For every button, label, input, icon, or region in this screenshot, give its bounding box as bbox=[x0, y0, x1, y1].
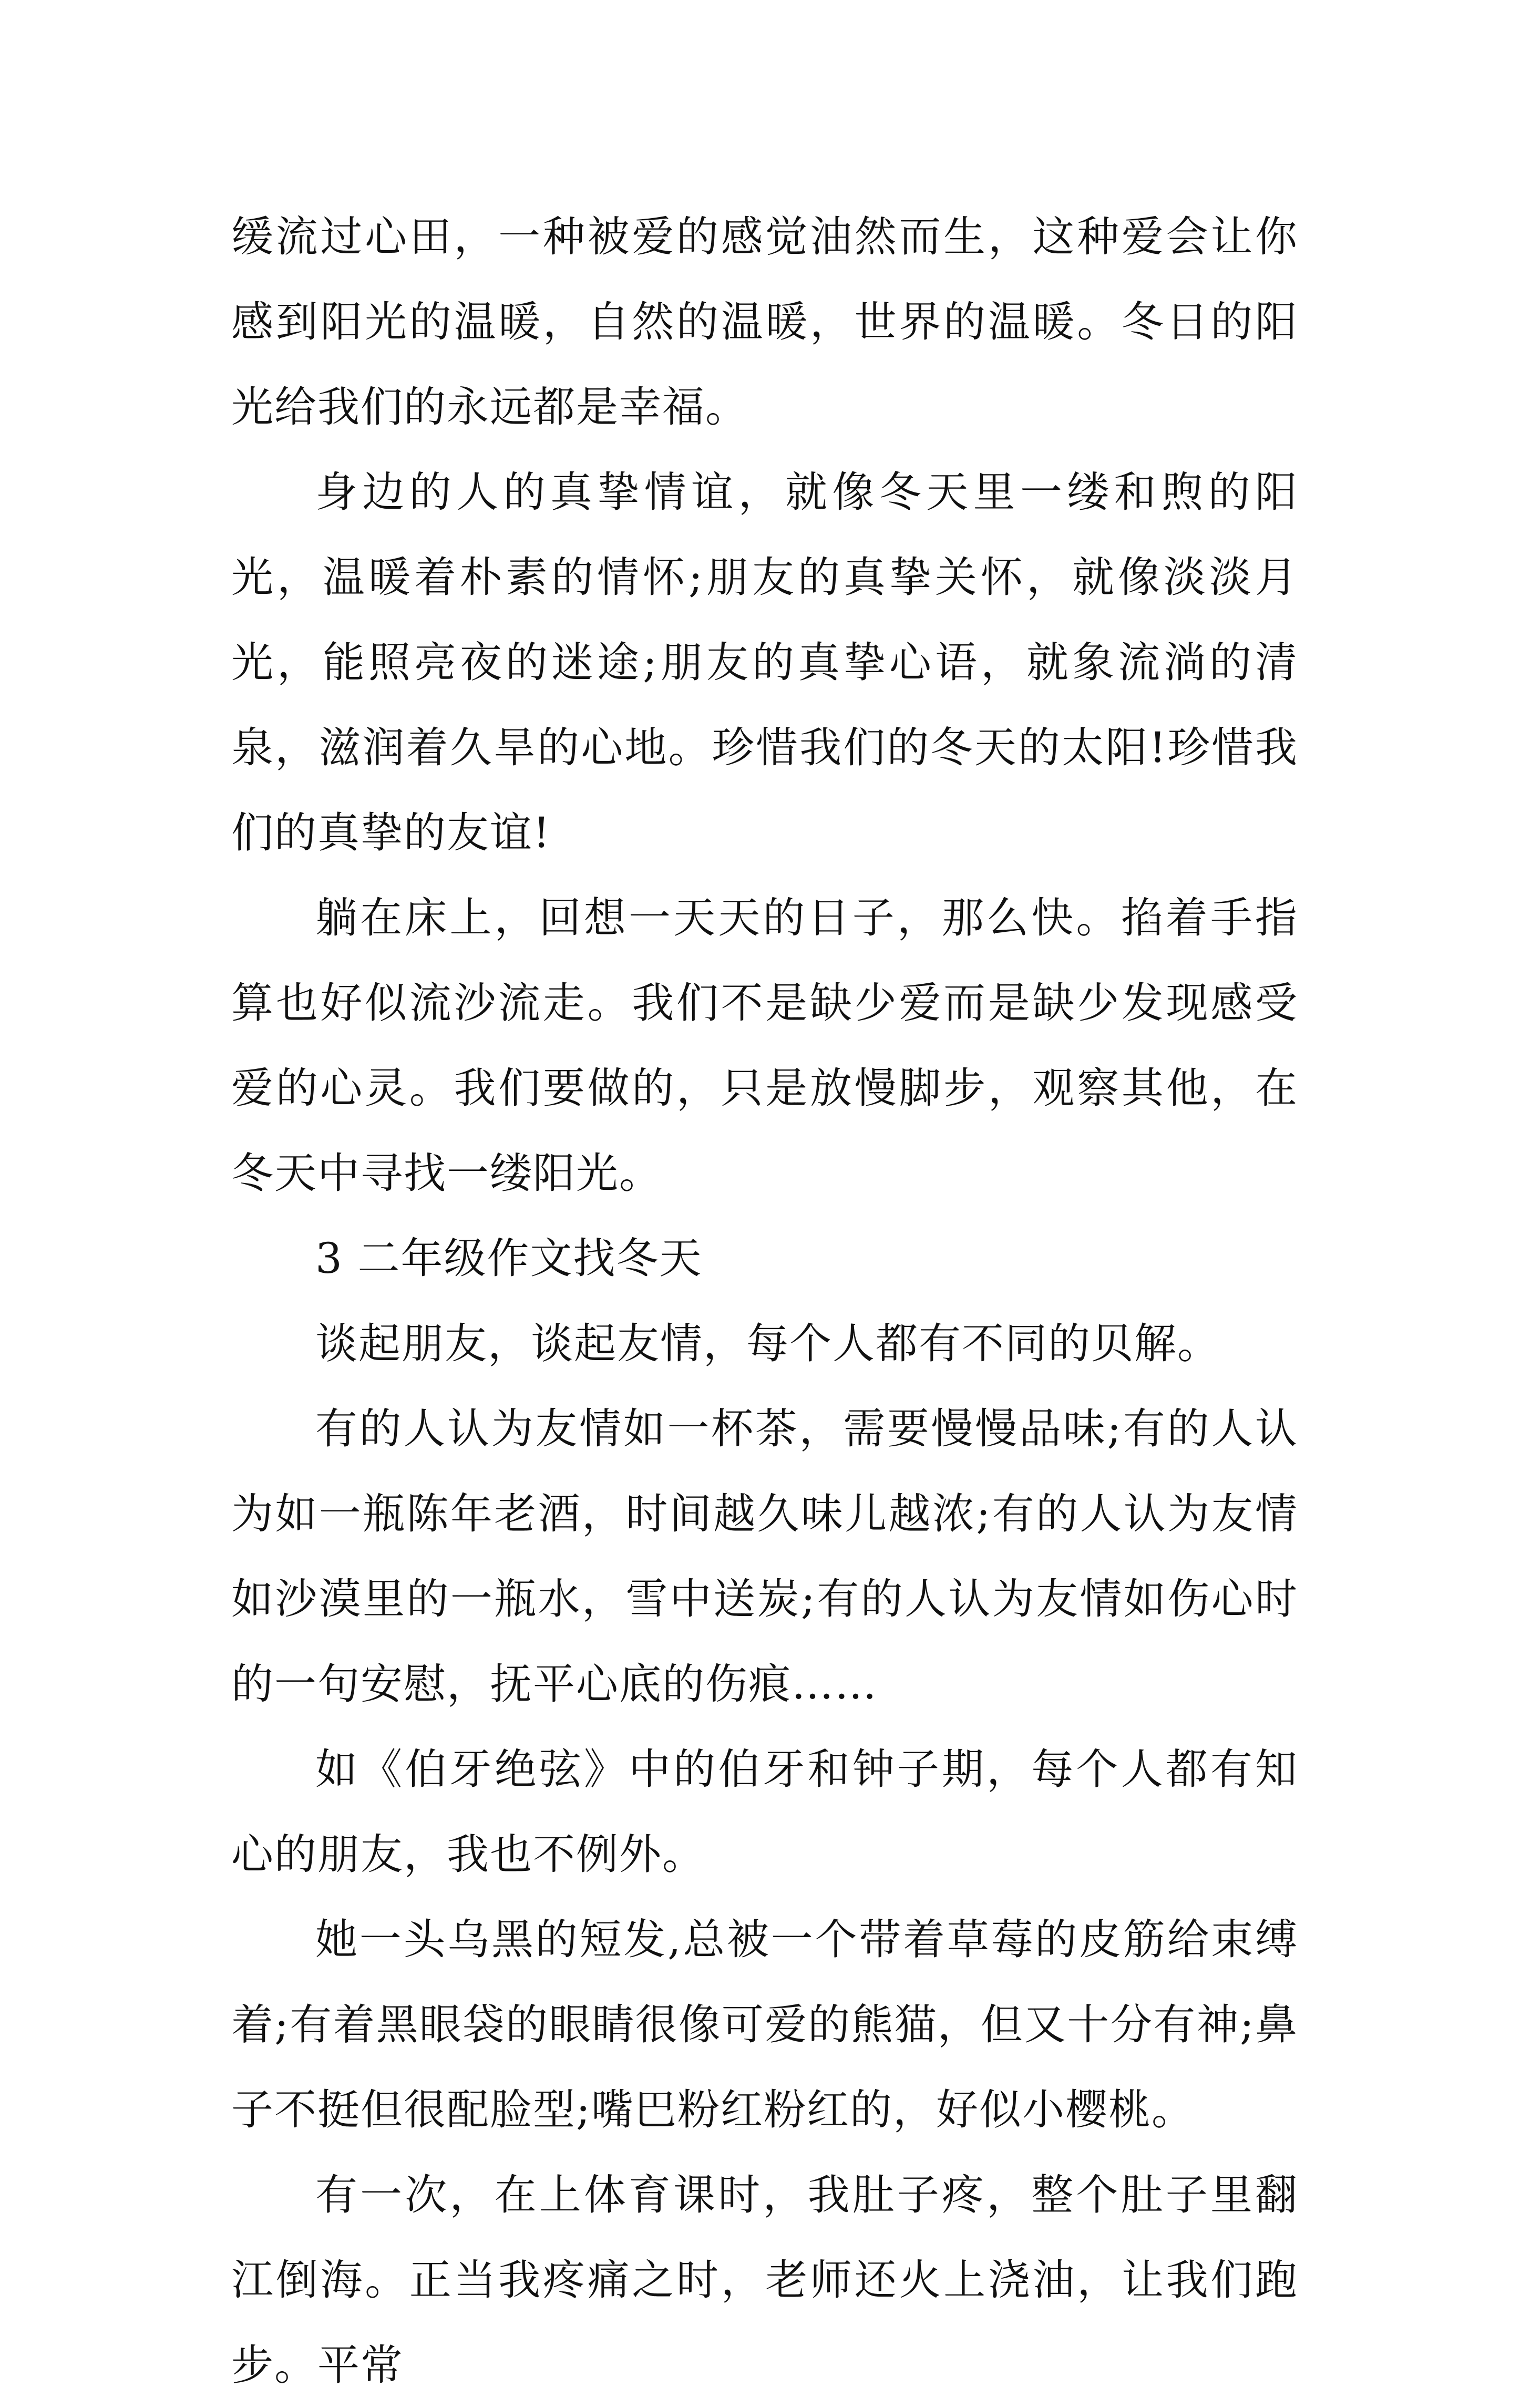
paragraph-6: 如《伯牙绝弦》中的伯牙和钟子期，每个人都有知心的朋友，我也不例外。 bbox=[231, 1745, 1298, 1879]
paragraph-2: 身边的人的真挚情谊，就像冬天里一缕和煦的阳光，温暖着朴素的情怀;朋友的真挚关怀，就像淡淡月光，能照亮夜的迷途;朋友的真挚心语，就象流淌的清泉，滋润着久旱的心地。珍惜我们的冬天的太阳!珍惜我们的真挚的友谊! bbox=[231, 468, 1298, 857]
paragraph-1: 缓流过心田，一种被爱的感觉油然而生，这种爱会让你感到阳光的温暖，自然的温暖，世界的温暖。冬日的阳光给我们的永远都是幸福。 bbox=[231, 212, 1298, 431]
paragraph-4: 谈起朋友，谈起友情，每个人都有不同的贝解。 bbox=[315, 1319, 1220, 1368]
section-heading: 3 二年级作文找冬天 bbox=[315, 1234, 703, 1283]
paragraph-5: 有的人认为友情如一杯茶，需要慢慢品味;有的人认为如一瓶陈年老酒，时间越久味儿越浓;有的人认为友情如沙漠里的一瓶水，雪中送炭;有的人认为友情如伤心时的一句安慰，抚平心底的伤痕…… bbox=[231, 1404, 1298, 1709]
paragraph-3: 躺在床上，回想一天天的日子，那么快。掐着手指算也好似流沙流走。我们不是缺少爱而是缺少发现感受爱的心灵。我们要做的，只是放慢脚步，观察其他，在冬天中寻找一缕阳光。 bbox=[231, 893, 1298, 1198]
paragraph-8: 有一次，在上体育课时，我肚子疼，整个肚子里翻江倒海。正当我疼痛之时，老师还火上浇油，让我们跑步。平常 bbox=[231, 2170, 1298, 2390]
document-body bbox=[231, 194, 1298, 2408]
paragraph-7: 她一头乌黑的短发,总被一个带着草莓的皮筋给束缚着;有着黑眼袋的眼睛很像可爱的熊猫，但又十分有神;鼻子不挺但很配脸型;嘴巴粉红粉红的，好似小樱桃。 bbox=[231, 1915, 1298, 2134]
